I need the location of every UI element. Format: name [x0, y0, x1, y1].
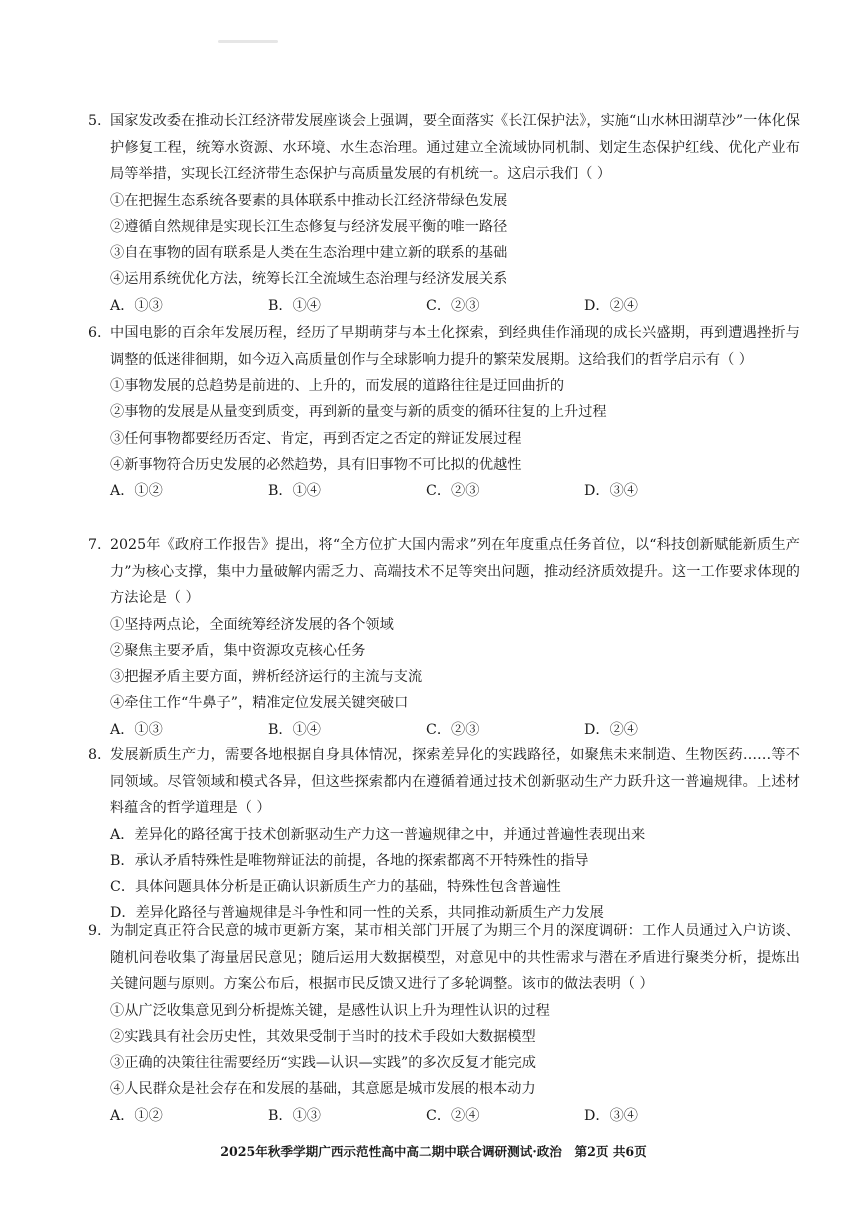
statement-3: ③正确的决策往往需要经历“实践—认识—实践”的多次反复才能完成: [110, 1055, 536, 1072]
statement-1: ①事物发展的总趋势是前进的、上升的，而发展的道路往往是迂回曲折的: [110, 378, 565, 394]
question-number: 8.: [88, 747, 102, 763]
question-text: 国家发改委在推动长江经济带发展座谈会上强调，要全面落实《长江保护法》，实施“山水林田湖草沙”一体化保护修复工程，统筹水资源、水环境、水生态治理。通过建立全流域协同机制、划定生态保护红线、优化产业布局等举措，实现长江经济带生态保护与高质量发展的有机统一。这启示我们（ ）: [110, 113, 800, 182]
statement-2: ②实践具有社会历史性，其效果受制于当时的技术手段如大数据模型: [110, 1028, 536, 1045]
option-c: C．具体问题具体分析是正确认识新质生产力的基础，特殊性包含普遍性: [110, 879, 561, 896]
option-b: B．①④: [268, 721, 321, 738]
question-stem: [88, 918, 800, 998]
page-footer: 2025年秋季学期广西示范性高中高二期中联合调研测试·政治 第2页 共6页: [220, 1144, 647, 1159]
question-stem: [88, 742, 800, 822]
statement-1: ①从广泛收集意见到分析提炼关键，是感性认识上升为理性认识的过程: [110, 1002, 550, 1019]
question-stem: [88, 532, 800, 612]
option-d: D．②④: [584, 297, 638, 314]
statement-3: ③把握矛盾主要方面，辨析经济运行的主流与支流: [110, 669, 423, 686]
option-c: C．②③: [426, 297, 480, 314]
question-text: 2025年《政府工作报告》提出，将“全方位扩大国内需求”列在年度重点任务首位，以“科技创新赋能新质生产力”为核心支撑，集中力量破解内需乏力、高端技术不足等突出问题，推动经济质效提升。这一工作要求体现的方法论是（ ）: [110, 537, 800, 606]
answer-options: [110, 717, 800, 744]
answer-options: [110, 478, 800, 505]
answer-options: [110, 293, 800, 320]
question-number: 9.: [88, 923, 102, 939]
statement-3: ③任何事物都要经历否定、肯定，再到否定之否定的辩证发展过程: [110, 430, 522, 447]
question-text: 中国电影的百余年发展历程，经历了早期萌芽与本土化探索，到经典佳作涌现的成长兴盛期，再到遭遇挫折与调整的低迷徘徊期，如今迈入高质量创作与全球影响力提升的繁荣发展期。这给我们的哲学启示有（ ）: [110, 325, 800, 368]
option-c: C．②③: [426, 483, 480, 500]
option-d: D．③④: [584, 483, 638, 500]
question-number: 7.: [88, 537, 102, 553]
question-5: [88, 108, 800, 319]
question-7: [88, 532, 800, 743]
question-text: 为制定真正符合民意的城市更新方案，某市相关部门开展了为期三个月的深度调研：工作人员通过入户访谈、随机问卷收集了海量居民意见；随后运用大数据模型，对意见中的共性需求与潜在矛盾进行聚类分析，提炼出关键问题与原则。方案公布后，根据市民反馈又进行了多轮调整。该市的做法表明（ ）: [110, 923, 800, 992]
question-8: [88, 742, 800, 927]
option-a: A．①②: [110, 483, 163, 500]
option-a: A．①②: [110, 1107, 163, 1124]
statement-4: ④运用系统优化方法，统筹长江全流域生态治理与经济发展关系: [110, 271, 508, 288]
statement-3: ③自在事物的固有联系是人类在生态治理中建立新的联系的基础: [110, 245, 508, 262]
question-text: 发展新质生产力，需要各地根据自身具体情况，探索差异化的实践路径，如聚焦未来制造、生物医药……等不同领域。尽管领域和模式各异，但这些探索都内在遵循着通过技术创新驱动生产力跃升这一普遍规律。上述材料蕴含的哲学道理是（ ）: [110, 747, 800, 816]
option-d: D．差异化路径与普遍规律是斗争性和同一性的关系，共同推动新质生产力发展: [110, 905, 604, 922]
option-b: B．①④: [268, 297, 321, 314]
statement-1: ①在把握生态系统各要素的具体联系中推动长江经济带绿色发展: [110, 192, 508, 209]
option-c: C．②③: [426, 721, 480, 738]
statement-4: ④人民群众是社会存在和发展的基础，其意愿是城市发展的根本动力: [110, 1081, 536, 1098]
option-b: B．①③: [268, 1107, 321, 1124]
question-stem: [88, 108, 800, 188]
option-d: D．②④: [584, 721, 638, 738]
question-number: 6.: [88, 325, 102, 341]
option-a: A．①③: [110, 721, 163, 738]
scan-smudge: [218, 40, 278, 43]
question-number: 5.: [88, 113, 102, 129]
statement-4: ④牵住工作“牛鼻子”，精准定位发展关键突破口: [110, 695, 409, 712]
option-b: B．①④: [268, 483, 321, 500]
option-d: D．③④: [584, 1107, 638, 1124]
option-a: A．差异化的路径寓于技术创新驱动生产力这一普遍规律之中，并通过普遍性表现出来: [110, 826, 646, 843]
question-9: [88, 918, 800, 1129]
option-c: C．②④: [426, 1107, 480, 1124]
question-6: [88, 320, 800, 505]
question-stem: [88, 320, 800, 373]
statement-1: ①坚持两点论，全面统筹经济发展的各个领域: [110, 616, 394, 633]
option-b: B．承认矛盾特殊性是唯物辩证法的前提，各地的探索都离不开特殊性的指导: [110, 852, 589, 869]
answer-options: [110, 1103, 800, 1130]
statement-2: ②聚焦主要矛盾，集中资源攻克核心任务: [110, 642, 366, 659]
statement-2: ②遵循自然规律是实现长江生态修复与经济发展平衡的唯一路径: [110, 218, 508, 235]
statement-2: ②事物的发展是从量变到质变，再到新的量变与新的质变的循环往复的上升过程: [110, 404, 607, 421]
statement-4: ④新事物符合历史发展的必然趋势，具有旧事物不可比拟的优越性: [110, 456, 522, 473]
option-a: A．①③: [110, 297, 163, 314]
